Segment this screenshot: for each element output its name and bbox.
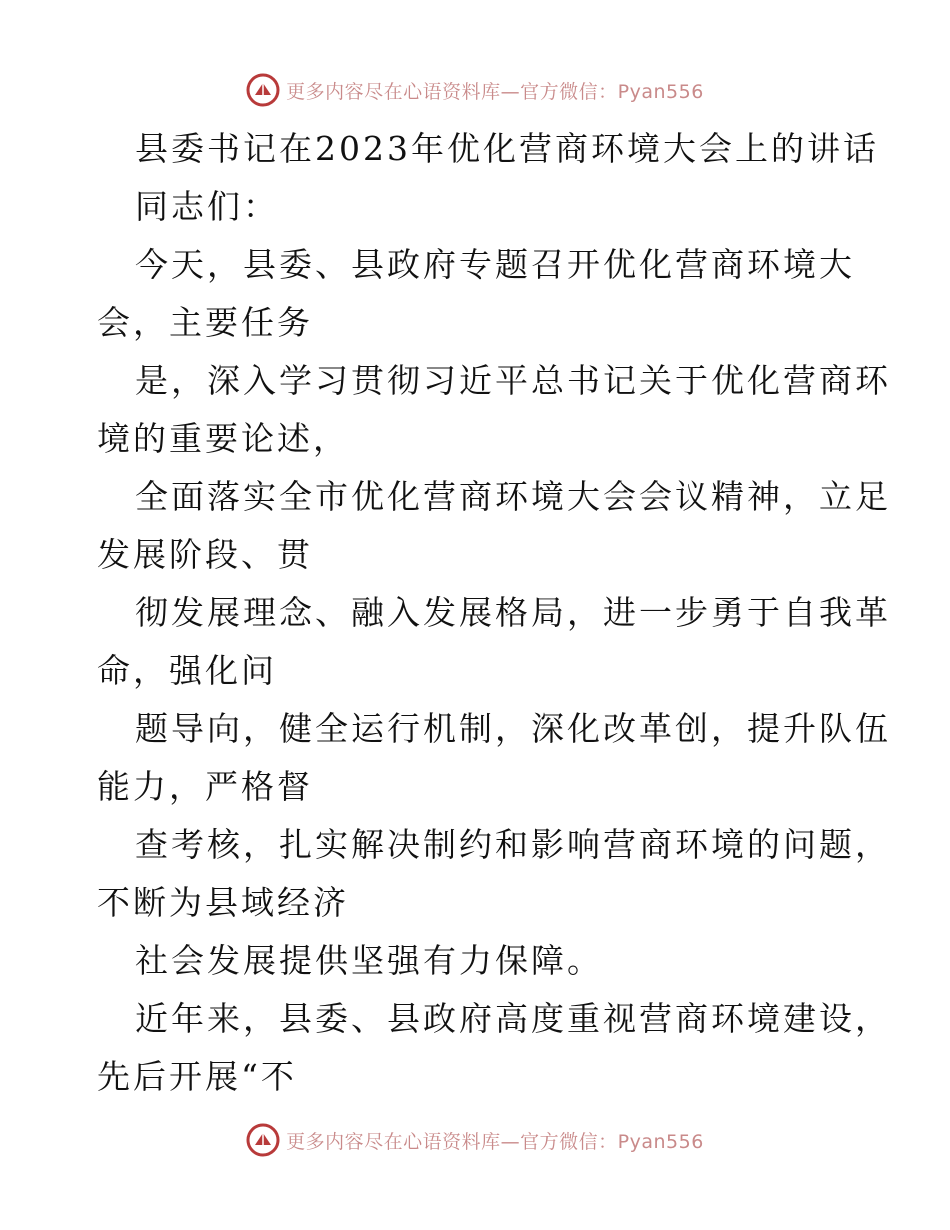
body-line: 彻发展理念、融入发展格局，进一步勇于自我革 (135, 593, 891, 632)
banner-text: 更多内容尽在心语资料库—官方微信：Pyan556 (286, 80, 704, 103)
body-line: 先后开展“不 (97, 1057, 297, 1096)
book-logo-icon (246, 1123, 280, 1157)
document-title: 县委书记在2023年优化营商环境大会上的讲话 (135, 129, 879, 168)
book-logo-icon (246, 73, 280, 107)
banner-text: 更多内容尽在心语资料库—官方微信：Pyan556 (286, 1130, 704, 1153)
body-line: 题导向，健全运行机制，深化改革创，提升队伍 (135, 709, 891, 748)
body-line: 查考核，扎实解决制约和影响营商环境的问题， (135, 825, 891, 864)
body-line: 社会发展提供坚强有力保障。 (135, 941, 603, 980)
body-line: 今天，县委、县政府专题召开优化营商环境大 (135, 245, 855, 284)
body-line: 境的重要论述， (97, 419, 349, 458)
body-line: 发展阶段、贯 (97, 535, 313, 574)
body-line: 能力，严格督 (97, 767, 313, 806)
body-line: 全面落实全市优化营商环境大会会议精神，立足 (135, 477, 891, 516)
body-line: 命，强化问 (97, 651, 277, 690)
salutation: 同志们： (135, 187, 279, 226)
header-banner (0, 70, 950, 110)
footer-banner (0, 1120, 950, 1160)
body-line: 不断为县域经济 (97, 883, 349, 922)
document-body (97, 120, 891, 1106)
body-line: 近年来，县委、县政府高度重视营商环境建设， (135, 999, 891, 1038)
body-line: 会，主要任务 (97, 303, 313, 342)
body-line: 是，深入学习贯彻习近平总书记关于优化营商环 (135, 361, 891, 400)
